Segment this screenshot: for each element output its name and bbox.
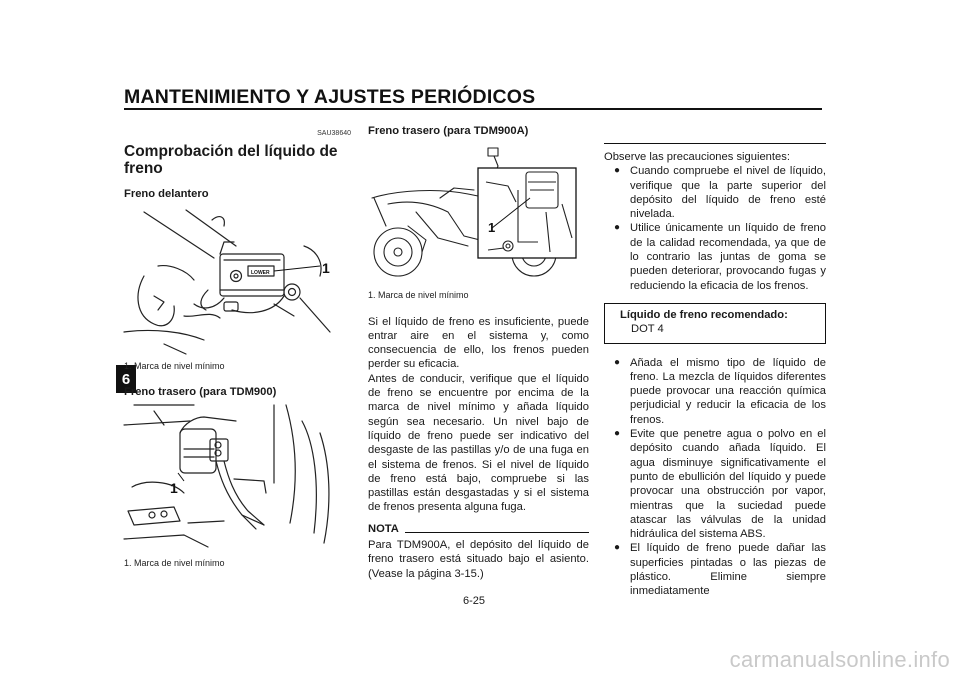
page-number: 6-25 bbox=[463, 595, 486, 607]
list-item: ● El líquido de freno puede dañar las superficies pintadas o las piezas de plástico. Elimine siempre inmediatamente bbox=[614, 542, 826, 598]
bullet-icon: ● bbox=[614, 222, 621, 234]
bullet-icon: ● bbox=[614, 165, 621, 177]
section-title: Comprobación del líquido de freno bbox=[124, 143, 338, 178]
rear-tdm900-callout: 1 bbox=[170, 480, 178, 497]
watermark: carmanualsonline.info bbox=[729, 647, 950, 672]
front-caption: 1. Marca de nivel mínimo bbox=[124, 360, 225, 371]
bullet-icon: ● bbox=[614, 356, 621, 368]
chapter-tab: 6 bbox=[116, 365, 136, 393]
header-rule bbox=[124, 108, 822, 110]
body-paragraph-1: Si el líquido de freno es insuficiente, puede entrar aire en el sistema y, como consecuencia de ello, los frenos pueden perder su eficacia. bbox=[368, 315, 589, 371]
front-callout: 1 bbox=[322, 259, 330, 276]
column-middle bbox=[368, 120, 589, 580]
bullet-icon: ● bbox=[614, 428, 621, 440]
list-item: ● Añada el mismo tipo de líquido de freno. La mezcla de líquidos diferentes puede provocar una reacción química perjudicial y reducir la eficacia de los frenos. bbox=[614, 356, 826, 426]
recommended-fluid-label: Líquido de freno recomendado: bbox=[620, 308, 788, 321]
reservoir-lower-label: LOWER bbox=[251, 269, 270, 276]
precautions-list-a bbox=[604, 164, 826, 293]
bullet-icon: ● bbox=[614, 542, 621, 554]
rear-tdm900a-heading: Freno trasero (para TDM900A) bbox=[368, 125, 529, 137]
rear-tdm900-caption: 1. Marca de nivel mínimo bbox=[124, 558, 225, 569]
note-line bbox=[405, 532, 589, 533]
list-item: ● Evite que penetre agua o polvo en el depósito cuando añada líquido. El agua disminuye significativamente el punto de ebullición del líquido y puede provocar una obstrucción por vapor, mientras que la suciedad puede atascar las válvulas de la unidad hidráulica del sistema ABS. bbox=[614, 428, 826, 541]
column-right bbox=[604, 120, 826, 599]
page-header-title: MANTENIMIENTO Y AJUSTES PERIÓDICOS bbox=[124, 86, 536, 108]
note-end-rule bbox=[604, 143, 826, 144]
rear-tdm900-heading: Freno trasero (para TDM900) bbox=[124, 385, 277, 398]
column-left bbox=[124, 120, 351, 570]
motorcycle-illustration bbox=[368, 142, 589, 280]
front-brake-heading: Freno delantero bbox=[124, 188, 209, 201]
rear-tdm900a-callout: 1 bbox=[488, 220, 496, 236]
note-text: Para TDM900A, el depósito del líquido de freno trasero está situado bajo el asiento. (Vease la página 3-15.) bbox=[368, 539, 589, 580]
body-paragraph-2: Antes de conducir, verifique que el líquido de freno se encuentre por encima de la marca de nivel mínimo y añada líquido según sea necesario. Un nivel bajo de líquido de freno puede ser indicativo del desgaste de las pastillas y/o de una fuga en el sistema de frenos. Si el nivel de líquido de freno está bajo, compruebe si las pastillas están desgastadas y si el sistema de frenos presenta alguna fuga. bbox=[368, 372, 589, 514]
precautions-intro: Observe las precauciones siguientes: bbox=[604, 151, 790, 163]
recommended-fluid-box bbox=[604, 303, 826, 344]
front-brake-figure bbox=[124, 206, 334, 354]
rear-tdm900a-caption: 1. Marca de nivel mínimo bbox=[368, 290, 469, 301]
front-brake-illustration bbox=[124, 206, 334, 354]
section-code: SAU38640 bbox=[317, 130, 351, 137]
note-heading bbox=[368, 522, 589, 536]
inset-box bbox=[478, 168, 576, 258]
note-label: NOTA bbox=[368, 522, 399, 535]
rear-tdm900-figure bbox=[124, 403, 334, 551]
rear-tdm900a-figure bbox=[368, 142, 589, 280]
list-item: ● Cuando compruebe el nivel de líquido, verifique que la parte superior del depósito del líquido de freno esté nivelada. bbox=[614, 165, 826, 221]
recommended-fluid-value: DOT 4 bbox=[631, 323, 664, 336]
precautions-list-b bbox=[604, 356, 826, 599]
rear-tdm900-illustration bbox=[124, 403, 334, 551]
list-item: ● Utilice únicamente un líquido de freno de la calidad recomendada, ya que de lo contrario las juntas de goma se pueden deteriorar, provocando fugas y reduciendo la eficacia de los frenos. bbox=[614, 222, 826, 292]
